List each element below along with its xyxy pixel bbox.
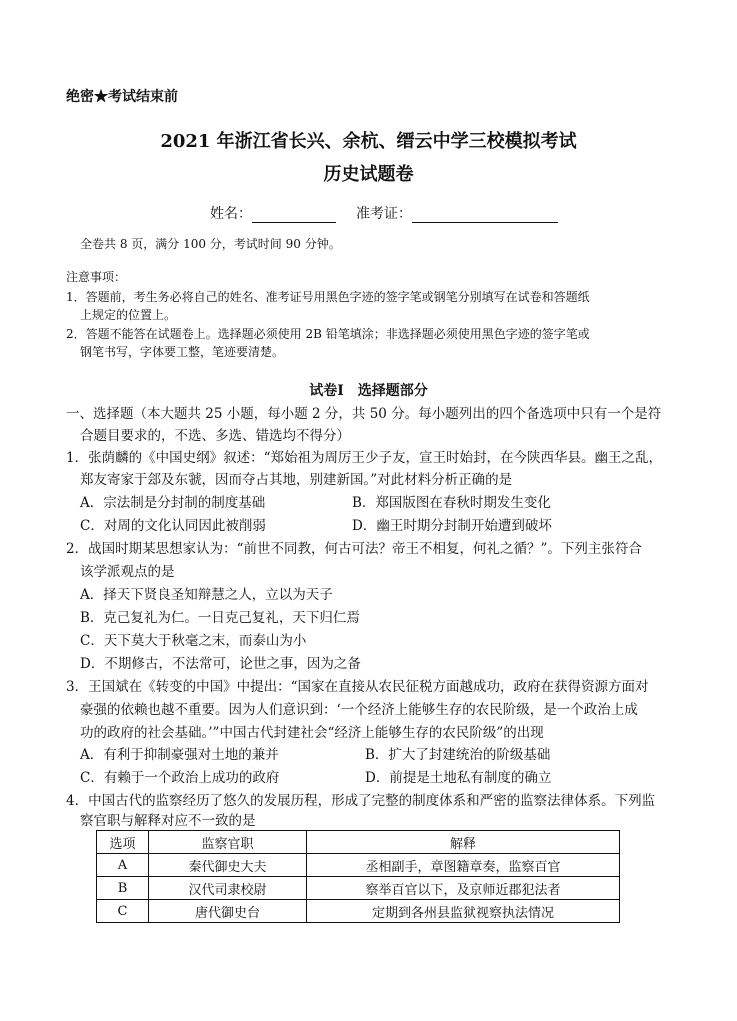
table-cell: 秦代御史大夫 — [149, 854, 307, 877]
note-line: 1．答题前，考生务必将自己的姓名、准考证号用黑色字迹的签字笔或钢笔分别填写在试卷和答题纸 — [66, 290, 590, 304]
option-2a: A．择天下贤良圣知辩慧之人，立以为天子 — [80, 587, 333, 603]
note-line: 2．答题不能答在试题卷上。选择题必须使用 2B 铅笔填涂；非选择题必须使用黑色字迹的签字笔或 — [66, 327, 590, 341]
option-3b: B．扩大了封建统治的阶级基础 — [365, 747, 551, 763]
option-3a: A．有利于抑制豪强对土地的兼并 — [80, 747, 279, 763]
table-row — [97, 900, 620, 923]
table-cell: 定期到各州县监狱视察执法情况 — [307, 900, 620, 923]
option-1a: A．宗法制是分封制的制度基础 — [80, 495, 266, 511]
table-row — [97, 854, 620, 877]
question-2-line: 该学派观点的是 — [80, 564, 175, 580]
option-1b: B．郑国版图在春秋时期发生变化 — [352, 495, 551, 511]
question-2-line: 2．战国时期某思想家认为：“前世不同教，何古可法？帝王不相复，何礼之循？”。下列主张符合 — [66, 541, 642, 557]
question-3-line: 3．王国斌在《转变的中国》中提出：“国家在直接从农民征税方面越成功，政府在获得资源方面对 — [66, 679, 649, 695]
option-2d: D．不期修古，不法常可，论世之事，因为之备 — [80, 656, 361, 672]
option-1c: C．对周的文化认同因此被削弱 — [80, 518, 266, 534]
name-label: 姓名： — [210, 206, 252, 222]
exam-number-label: 准考证： — [356, 206, 412, 222]
question-4-line: 察官职与解释对应不一致的是 — [80, 813, 256, 829]
section-intro: 一、选择题（本大题共 25 小题，每小题 2 分，共 50 分。每小题列出的四个备选项中只有一个是符 — [66, 406, 662, 422]
table-row — [97, 877, 620, 900]
supervision-table — [96, 830, 620, 923]
question-3-line: 豪强的依赖也越不重要。因为人们意识到：‘一个经济上能够生存的农民阶级，是一个政治上成 — [80, 702, 638, 718]
table-cell: A — [97, 854, 149, 877]
notes-title: 注意事项： — [66, 270, 127, 284]
exam-subtitle: 历史试题卷 — [323, 164, 414, 185]
option-1d: D．幽王时期分封制开始遭到破坏 — [352, 518, 552, 534]
question-1-line: 1．张荫麟的《中国史纲》叙述：“郑始祖为周厉王少子友，宣王时始封，在今陕西华县。幽王之乱， — [66, 450, 662, 466]
section-title: 试卷Ⅰ 选择题部分 — [309, 383, 428, 399]
table-header: 选项 — [97, 831, 149, 854]
section-intro: 合题目要求的，不选、多选、错选均不得分） — [80, 428, 350, 444]
option-2b: B．克己复礼为仁。一日克己复礼，天下归仁焉 — [80, 610, 360, 626]
note-line: 钢笔书写，字体要工整，笔迹要清楚。 — [80, 345, 285, 359]
secret-label: 绝密★考试结束前 — [66, 89, 178, 105]
exam-title: 2021 年浙江省长兴、余杭、缙云中学三校模拟考试 — [160, 131, 577, 152]
question-1-line: 郑友寄家于郐及东虢，因而夺占其地，别建新国。”对此材料分析正确的是 — [80, 472, 513, 488]
name-blank[interactable] — [252, 208, 336, 223]
question-4-line: 4．中国古代的监察经历了悠久的发展历程，形成了完整的制度体系和严密的监察法律体系。下列监 — [66, 793, 656, 809]
table-cell: 察举百官以下，及京师近郡犯法者 — [307, 877, 620, 900]
table-cell: B — [97, 877, 149, 900]
table-cell: 丞相副手，章图籍章奏，监察百官 — [307, 854, 620, 877]
option-3d: D．前提是土地私有制度的确立 — [365, 770, 552, 786]
table-cell: 汉代司隶校尉 — [149, 877, 307, 900]
exam-number-field — [356, 203, 558, 223]
table-cell: C — [97, 900, 149, 923]
exam-number-blank[interactable] — [412, 208, 558, 223]
name-field — [210, 203, 336, 223]
table-header-row — [97, 831, 620, 854]
table-cell: 唐代御史台 — [149, 900, 307, 923]
note-line: 上规定的位置上。 — [80, 308, 177, 322]
option-2c: C．天下莫大于秋毫之末，而泰山为小 — [80, 633, 307, 649]
option-3c: C．有赖于一个政治上成功的政府 — [80, 770, 280, 786]
table-header: 监察官职 — [149, 831, 307, 854]
table-header: 解释 — [307, 831, 620, 854]
exam-info: 全卷共 8 页，满分 100 分，考试时间 90 分钟。 — [80, 237, 341, 251]
question-3-line: 功的政府的社会基础。’”中国古代封建社会“经济上能够生存的农民阶级”的出现 — [80, 725, 544, 741]
